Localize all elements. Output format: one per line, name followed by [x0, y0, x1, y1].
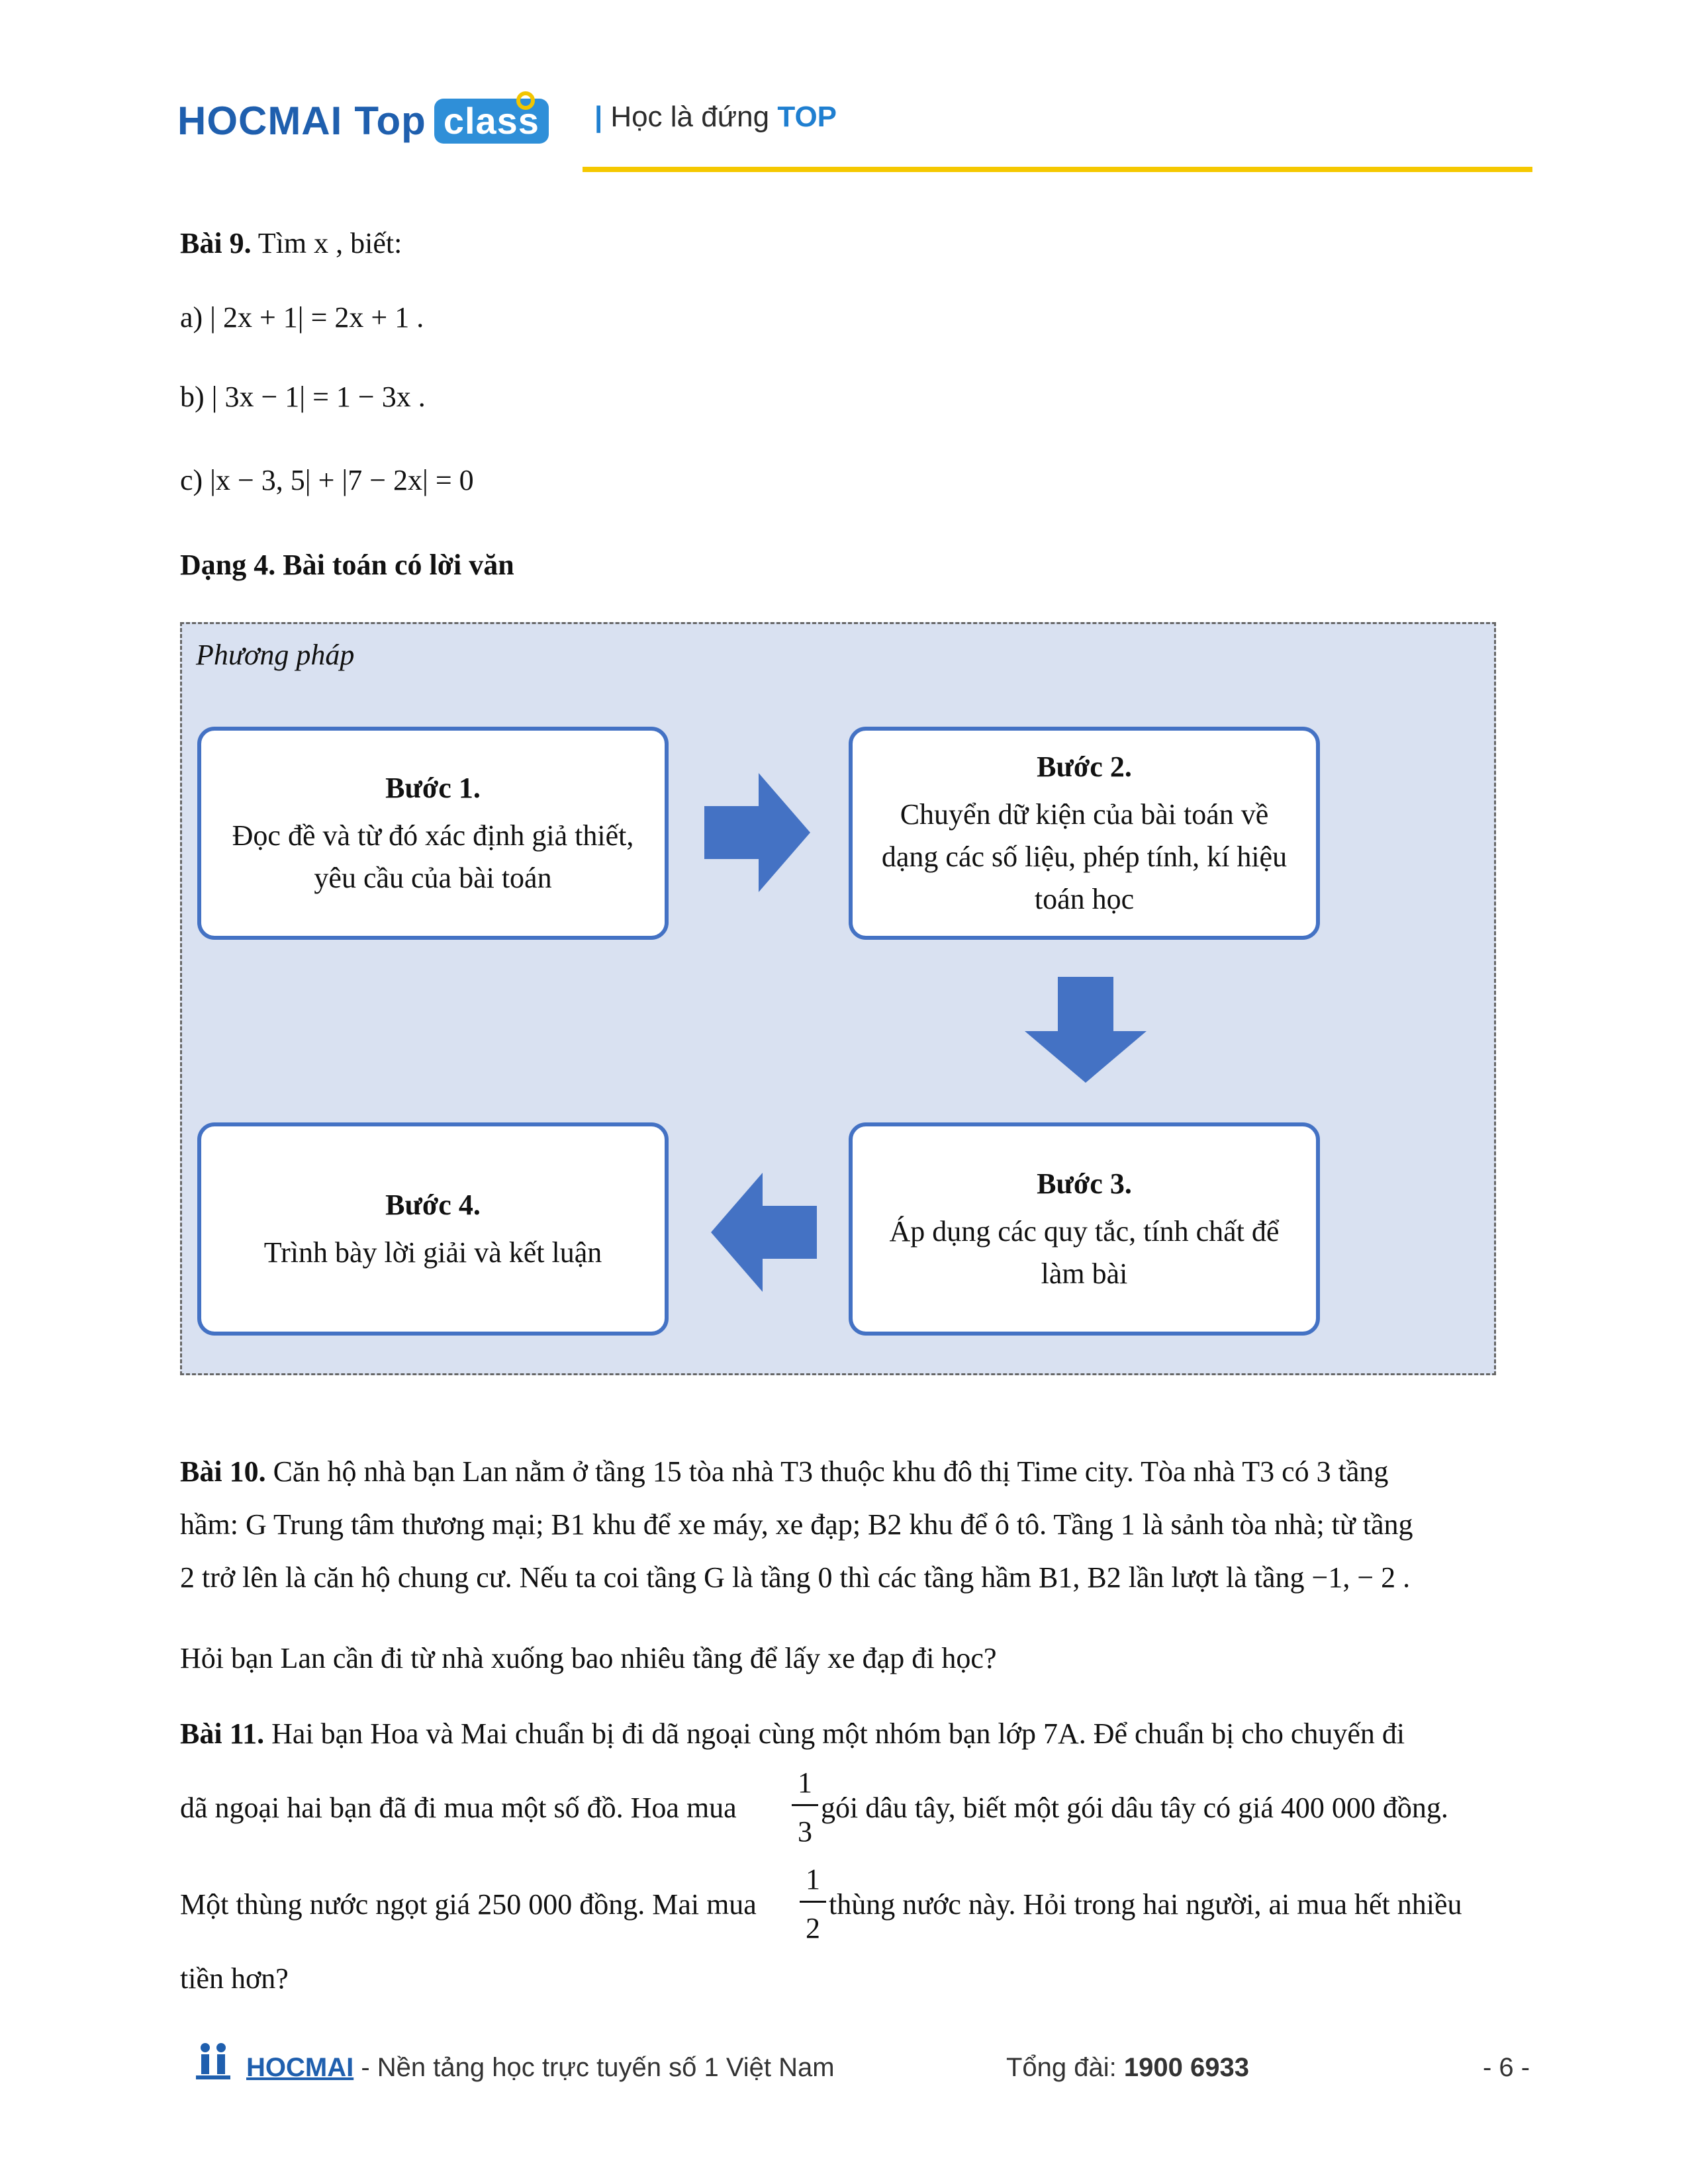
- step-text: toán học: [1034, 883, 1135, 915]
- method-label: Phương pháp: [196, 639, 355, 671]
- header-divider: [583, 167, 1532, 172]
- step-2-box: [849, 727, 1320, 940]
- arrow-right-icon: [704, 773, 810, 892]
- page-number: - 6 -: [1483, 2053, 1530, 2082]
- bai10-line1: Bài 10. Căn hộ nhà bạn Lan nằm ở tầng 15 tòa nhà T3 thuộc khu đô thị Time city. Tòa nhà T3 có 3 tầng: [180, 1455, 1389, 1488]
- step-1-box: [197, 727, 669, 940]
- logo-class-text: class: [434, 99, 549, 144]
- fraction-1-denominator: 3: [798, 1815, 812, 1848]
- step-title: Bước 4.: [385, 1189, 481, 1221]
- step-title: Bước 3.: [1037, 1167, 1132, 1200]
- step-text: dạng các số liệu, phép tính, kí hiệu: [881, 841, 1288, 873]
- hocmai-footer-icon: [193, 2041, 233, 2083]
- step-text: Trình bày lời giải và kết luận: [263, 1236, 602, 1269]
- fraction-2-numerator: 1: [806, 1863, 820, 1895]
- step-3-box: [849, 1122, 1320, 1336]
- bai10-question: Hỏi bạn Lan cần đi từ nhà xuống bao nhiêu tầng để lấy xe đạp đi học?: [180, 1642, 997, 1674]
- step-4-box: [197, 1122, 669, 1336]
- bai11-line3b: thùng nước này. Hỏi trong hai người, ai mua hết nhiều: [829, 1888, 1462, 1921]
- step-title: Bước 1.: [385, 772, 481, 804]
- fraction-1-bar: [792, 1804, 818, 1806]
- slogan: | Học là đứng TOP: [594, 101, 837, 133]
- sun-icon: [516, 91, 535, 110]
- bai11-line1: Bài 11. Hai bạn Hoa và Mai chuẩn bị đi dã ngoại cùng một nhóm bạn lớp 7A. Để chuẩn bị cho chuyến đi: [180, 1717, 1405, 1750]
- bai9-part-c: c) |x − 3, 5| + |7 − 2x| = 0: [180, 464, 474, 496]
- step-text: Áp dụng các quy tắc, tính chất để: [889, 1215, 1280, 1248]
- bai11-line3a: Một thùng nước ngọt giá 250 000 đồng. Mai mua: [180, 1888, 757, 1921]
- bai9-part-a: a) | 2x + 1| = 2x + 1 .: [180, 301, 424, 334]
- fraction-2-denominator: 2: [806, 1912, 820, 1944]
- fraction-1-numerator: 1: [798, 1766, 812, 1799]
- footer-brand: HOCMAI - Nền tảng học trực tuyến số 1 Việt Nam: [246, 2053, 835, 2082]
- step-text: làm bài: [1041, 1257, 1128, 1290]
- arrow-down-icon: [1025, 977, 1147, 1083]
- bai9-heading: Bài 9. Tìm x , biết:: [180, 227, 402, 259]
- logo-top-text: Top: [354, 99, 426, 143]
- step-text: yêu cầu của bài toán: [314, 862, 552, 894]
- bai10-line3: 2 trở lên là căn hộ chung cư. Nếu ta coi tầng G là tầng 0 thì các tầng hầm B1, B2 lần lượt là tầng −1, − 2 .: [180, 1561, 1411, 1594]
- bai10-line2: hầm: G Trung tâm thương mại; B1 khu để xe máy, xe đạp; B2 khu để ô tô. Tầng 1 là sảnh tòa nhà; từ tầng: [180, 1508, 1413, 1541]
- fraction-2-bar: [800, 1901, 826, 1903]
- footer-hotline: Tổng đài: 1900 6933: [1006, 2053, 1249, 2082]
- step-text: Đọc đề và từ đó xác định giả thiết,: [232, 819, 634, 852]
- step-text: Chuyển dữ kiện của bài toán về: [900, 798, 1269, 831]
- dang4-title: Dạng 4. Bài toán có lời văn: [180, 549, 514, 581]
- bai11-line2b: gói dâu tây, biết một gói dâu tây có giá 400 000 đồng.: [821, 1792, 1448, 1824]
- bai9-part-b: b) | 3x − 1| = 1 − 3x .: [180, 381, 426, 413]
- bai11-line2a: dã ngoại hai bạn đã đi mua một số đồ. Hoa mua: [180, 1792, 737, 1824]
- step-title: Bước 2.: [1037, 751, 1132, 783]
- bai11-line4: tiền hơn?: [180, 1962, 289, 1995]
- arrow-left-icon: [711, 1173, 817, 1292]
- hocmai-topclass-logo: [177, 98, 549, 144]
- logo-hocmai-text: HOCMAI: [177, 99, 343, 143]
